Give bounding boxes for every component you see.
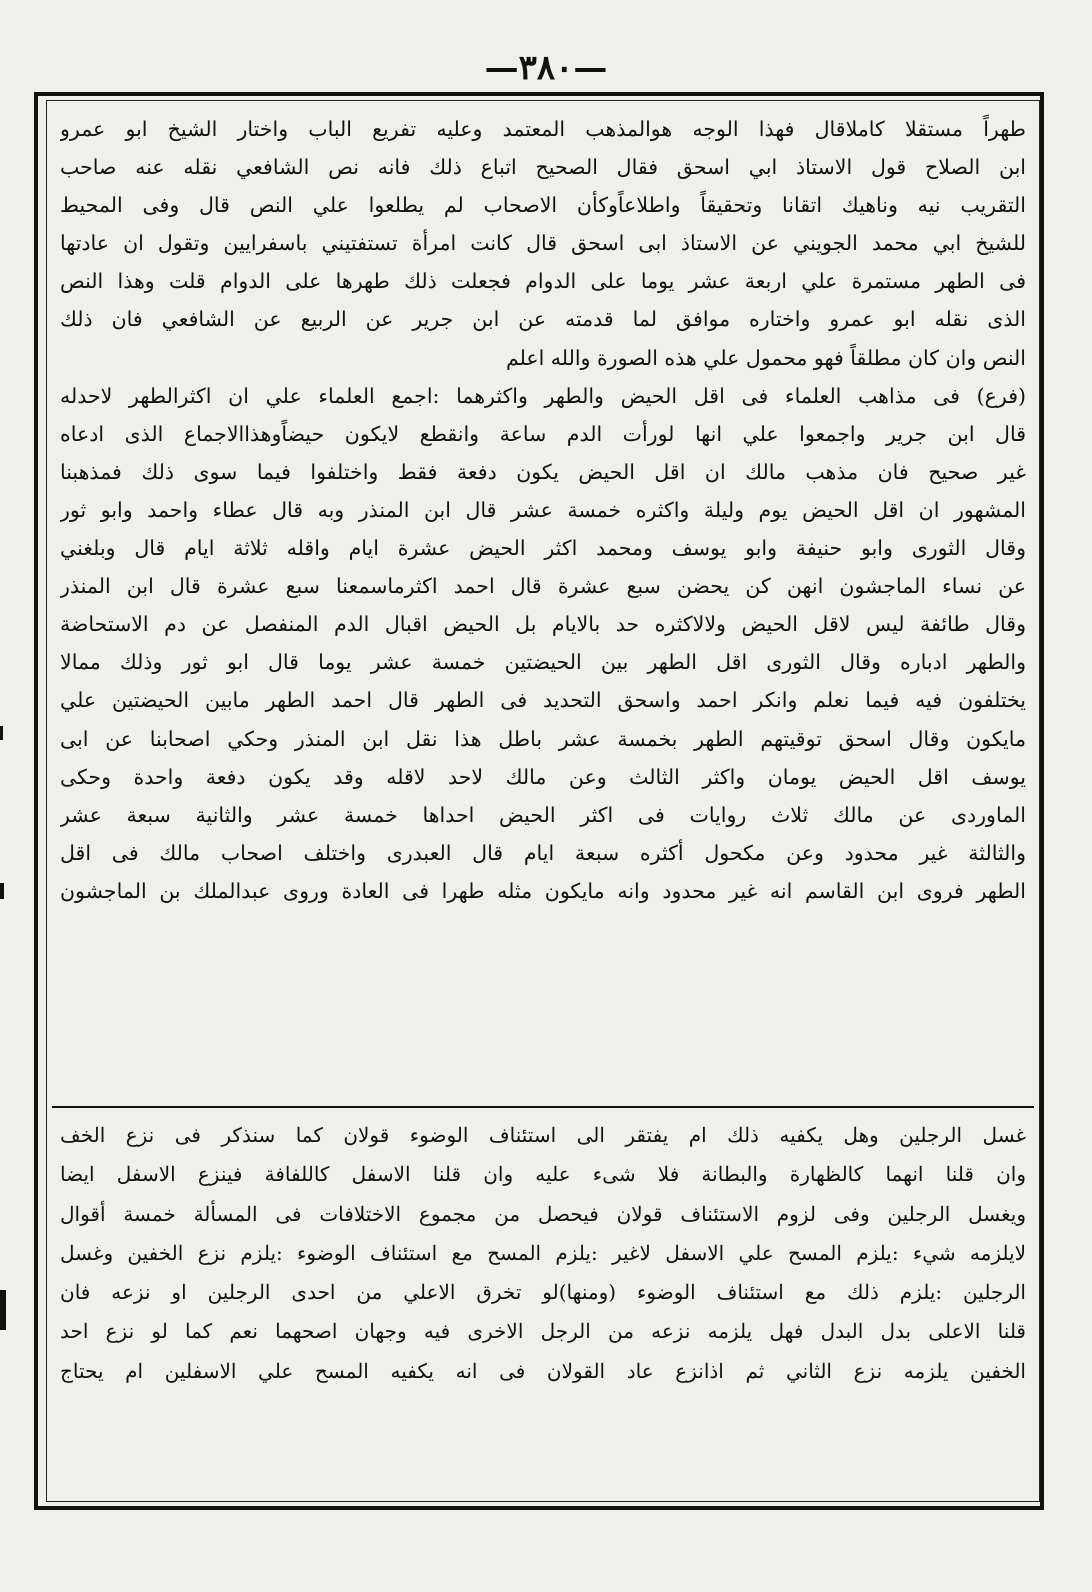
footnote-line: وان قلنا انهما كالظهارة والبطانة فلا شىء عليه وان قلنا الاسفل كاللفافة فينزع الاسفل ايضا	[60, 1162, 1026, 1187]
footnote-block	[60, 1116, 1026, 1496]
footnote-line: الرجلين :يلزم ذلك مع استئناف الوضوء (ومنها)لو تخرق الاعلي من احدى الرجلين او نزعه فان	[60, 1280, 1026, 1305]
main-text-block	[60, 110, 1026, 1100]
footnote-line: ويغسل الرجلين وفى لزوم الاستئناف قولان فيحصل من مجموع الاختلافات فى المسألة خمسة أقوال	[60, 1201, 1026, 1226]
main-line: المشهور ان اقل الحيض يوم وليلة واكثره خمسة عشر قال ابن المنذر وبه قال عطاء واحمد وابو ثور	[60, 497, 1026, 522]
scan-mark	[0, 1290, 6, 1330]
main-line: (فرع) فى مذاهب العلماء فى اقل الحيض والطهر واكثرهما :اجمع العلماء علي ان اكثرالطهر لاحدله	[60, 383, 1026, 408]
main-line: الماوردى عن مالك ثلاث روايات فى اكثر الحيض احداها خمسة عشر والثانية سبعة عشر	[60, 802, 1026, 827]
main-line: عن نساء الماجشون انهن كن يحضن سبع عشرة قال احمد اكثرماسمعنا سبع عشرة قال ابن المنذر	[60, 574, 1026, 599]
footnote-line: لايلزمه شيء :يلزم المسح علي الاسفل لاغير :يلزم المسح مع استئناف الوضوء :يلزم نزع الخفين وغسل	[60, 1240, 1026, 1265]
footnote-divider	[52, 1106, 1034, 1108]
main-line: مايكون وقال اسحق توقيتهم الطهر بخمسة عشر باطل هذا نقل ابن المنذر وحكي اصحابنا عن ابى	[60, 726, 1026, 751]
main-line: غير صحيح فان مذهب مالك ان اقل الحيض يكون دفعة فقط واختلفوا فيما سوى ذلك فمذهبنا	[60, 459, 1026, 484]
main-line: ابن الصلاح قول الاستاذ ابي اسحق فقال الصحيح اتباع ذلك فانه نص الشافعي نقله عنه صاحب	[60, 155, 1026, 180]
scan-mark	[0, 883, 4, 899]
main-line: وقال الثورى وابو حنيفة وابو يوسف ومحمد اكثر الحيض عشرة ايام واقله ثلاثة ايام قال وبلغني	[60, 536, 1026, 561]
main-line: يختلفون فيه فيما نعلم وانكر احمد واسحق التحديد فى الطهر قال احمد الطهر مابين الحيضتين علي	[60, 688, 1026, 713]
scan-mark	[0, 726, 3, 740]
footnote-line: غسل الرجلين وهل يكفيه ذلك ام يفتقر الى استئناف الوضوء قولان كما سنذكر فى نزع الخف	[60, 1123, 1026, 1147]
footnote-line: قلنا الاعلى بدل البدل فهل يلزمه نزعه من الرجل الاخرى فيه وجهان اصحهما نعم كما لو نزع احد	[60, 1319, 1026, 1344]
main-line: الذى نقله ابو عمرو واختاره موافق لما قدمته عن ابن جرير عن الربيع عن الشافعي فان ذلك	[60, 307, 1026, 332]
main-line: النص وان كان مطلقاً فهو محمول علي هذه الصورة والله اعلم	[505, 345, 1026, 370]
main-line: للشيخ ابي محمد الجويني عن الاستاذ ابى اسحق قال كانت امرأة تستفتيني باسفرايين وتقول ان عادتها	[60, 231, 1026, 256]
page-number: —٣٨٠—	[484, 48, 608, 88]
main-line: يوسف اقل الحيض يومان واكثر الثالث وعن مالك لاحد لاقله وقد يكون دفعة واحدة وحكى	[60, 764, 1026, 789]
main-line: قال ابن جرير واجمعوا علي انها لورأت الدم ساعة وانقطع لايكون حيضاًوهذاالاجماع الذى ادعاه	[60, 421, 1026, 446]
main-line: طهراً مستقلا كاملاقال فهذا الوجه هوالمذهب المعتمد وعليه تفريع الباب واختار الشيخ ابو عمرو	[60, 117, 1026, 141]
main-line: والثالثة غير محدود وعن مكحول أكثره سبعة ايام قال العبدرى واختلف اصحاب مالك فى اقل	[60, 840, 1026, 865]
main-line: الطهر فروى ابن القاسم انه غير محدود وانه مايكون مثله طهرا فى العادة وروى عبدالملك بن الماجشون	[60, 878, 1026, 903]
main-line: التقريب نيه وناهيك اتقانا وتحقيقاً واطلاعاًوكأن الاصحاب لم يطلعوا علي النص قال وفى المحيط	[60, 193, 1026, 218]
footnote-line: الخفين يلزمه نزع الثاني ثم اذانزع عاد القولان فى انه يكفيه المسح علي الاسفلين ام يحتاج	[60, 1358, 1026, 1383]
main-line: فى الطهر مستمرة علي اربعة عشر يوما على الدوام فجعلت ذلك طهرها على الدوام قلت وهذا النص	[60, 269, 1026, 294]
main-line: وقال طائفة ليس لاقل الحيض ولالاكثره حد بالايام بل الحيض اقبال الدم المنفصل عن دم الاستحاضة	[60, 612, 1026, 637]
main-line: والطهر ادباره وقال الثورى اقل الطهر بين الحيضتين خمسة عشر يوما قال ابو ثور وذلك ممالا	[60, 650, 1026, 675]
